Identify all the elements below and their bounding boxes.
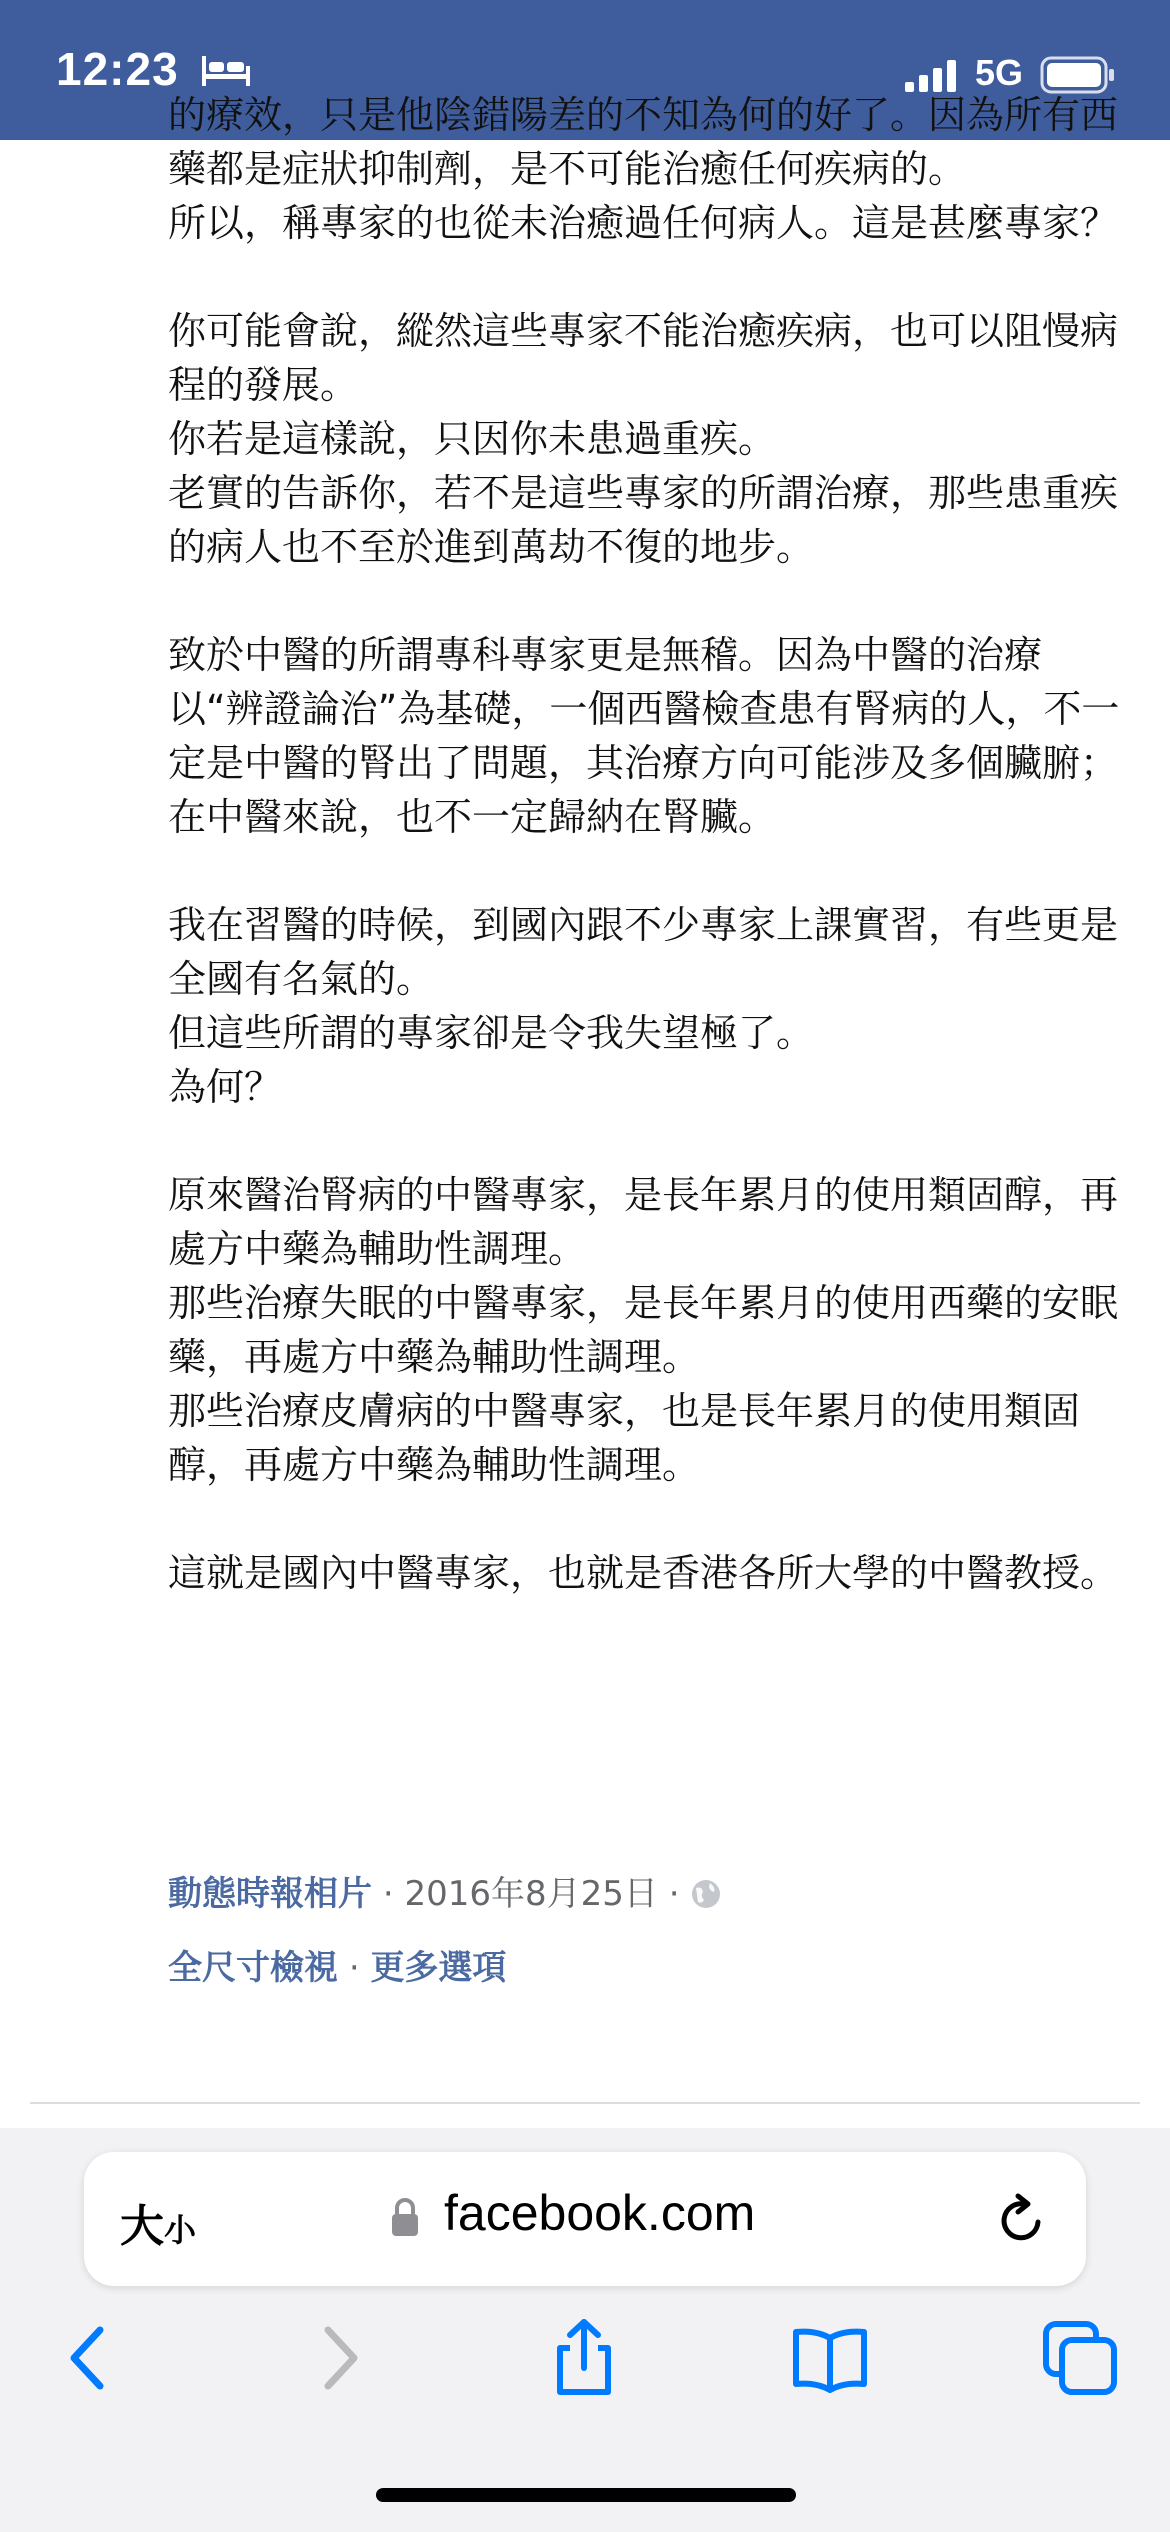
back-icon[interactable] [48,2318,128,2398]
post-line: 我在習醫的時候，到國內跟不少專家上課實習，有些更是全國有名氣的。 [168,903,1119,1001]
text-size-small: 小 [164,2211,197,2249]
post-line: 為何？ [168,1065,283,1109]
post-line: 的療效，只是他陰錯陽差的不知為何的好了。因為所有西藥都是症狀抑制劑，是不可能治癒任何疾病的。 [168,93,1119,191]
post-paragraph [168,628,1128,844]
more-options-link[interactable]: 更多選項 [370,1948,507,1988]
post-line: 那些治療失眠的中醫專家，是長年累月的使用西藥的安眠藥，再處方中藥為輔助性調理。 [168,1281,1119,1379]
post-paragraph [168,304,1128,574]
home-indicator [376,2488,796,2502]
post-meta [168,1866,722,1915]
bed-icon [200,52,252,88]
lock-icon [390,2196,420,2238]
post-body [168,93,1128,1654]
post-line: 那些治療皮膚病的中醫專家，也是長年累月的使用類固醇，再處方中藥為輔助性調理。 [168,1389,1081,1487]
reload-icon[interactable] [994,2192,1050,2248]
globe-icon [690,1878,722,1910]
post-paragraph [168,1546,1128,1600]
post-actions [168,1940,506,1989]
post-paragraph [168,88,1128,250]
post-paragraph [168,898,1128,1114]
post-line: 老實的告訴你，若不是這些專家的所謂治療，那些患重疾的病人也不至於進到萬劫不復的地步。 [168,471,1119,569]
post-line: 致於中醫的所謂專科專家更是無稽。因為中醫的治療以“辨證論治”為基礎，一個西醫檢查患有腎病的人，不一定是中醫的腎出了問題，其治療方向可能涉及多個臟腑；在中醫來說，也不一定歸納在腎臟。 [168,633,1120,839]
network-label: 5G [975,52,1024,93]
post-line: 這就是國內中醫專家，也就是香港各所大學的中醫教授。 [168,1551,1119,1595]
tabs-icon[interactable] [1040,2318,1120,2398]
forward-icon[interactable] [300,2318,380,2398]
share-icon[interactable] [544,2318,624,2398]
post-line: 你若是這樣說，只因你未患過重疾。 [168,417,777,461]
url-text[interactable]: facebook.com [444,2185,756,2241]
bookmarks-icon[interactable] [790,2318,870,2398]
post-line: 所以，稱專家的也從未治癒過任何病人。這是甚麼專家？ [168,201,1119,245]
album-link[interactable]: 動態時報相片 [168,1874,372,1914]
post-line: 但這些所謂的專家卻是令我失望極了。 [168,1011,815,1055]
post-line: 你可能會說，縱然這些專家不能治癒疾病，也可以阻慢病程的發展。 [168,309,1119,407]
meta-separator: · [382,1874,394,1914]
post-line: 原來醫治腎病的中醫專家，是長年累月的使用類固醇，再處方中藥為輔助性調理。 [168,1173,1119,1271]
post-date[interactable]: 2016年8月25日 [404,1874,658,1914]
status-time: 12:23 [56,43,179,95]
divider [30,2102,1140,2104]
post-paragraph [168,1168,1128,1492]
full-size-view-link[interactable]: 全尺寸檢視 [168,1948,338,1988]
meta-separator: · [668,1874,680,1914]
text-size-big: 大 [120,2201,164,2252]
text-size-button[interactable] [120,2190,196,2254]
address-bar[interactable] [84,2152,1086,2286]
actions-separator: · [348,1948,360,1988]
